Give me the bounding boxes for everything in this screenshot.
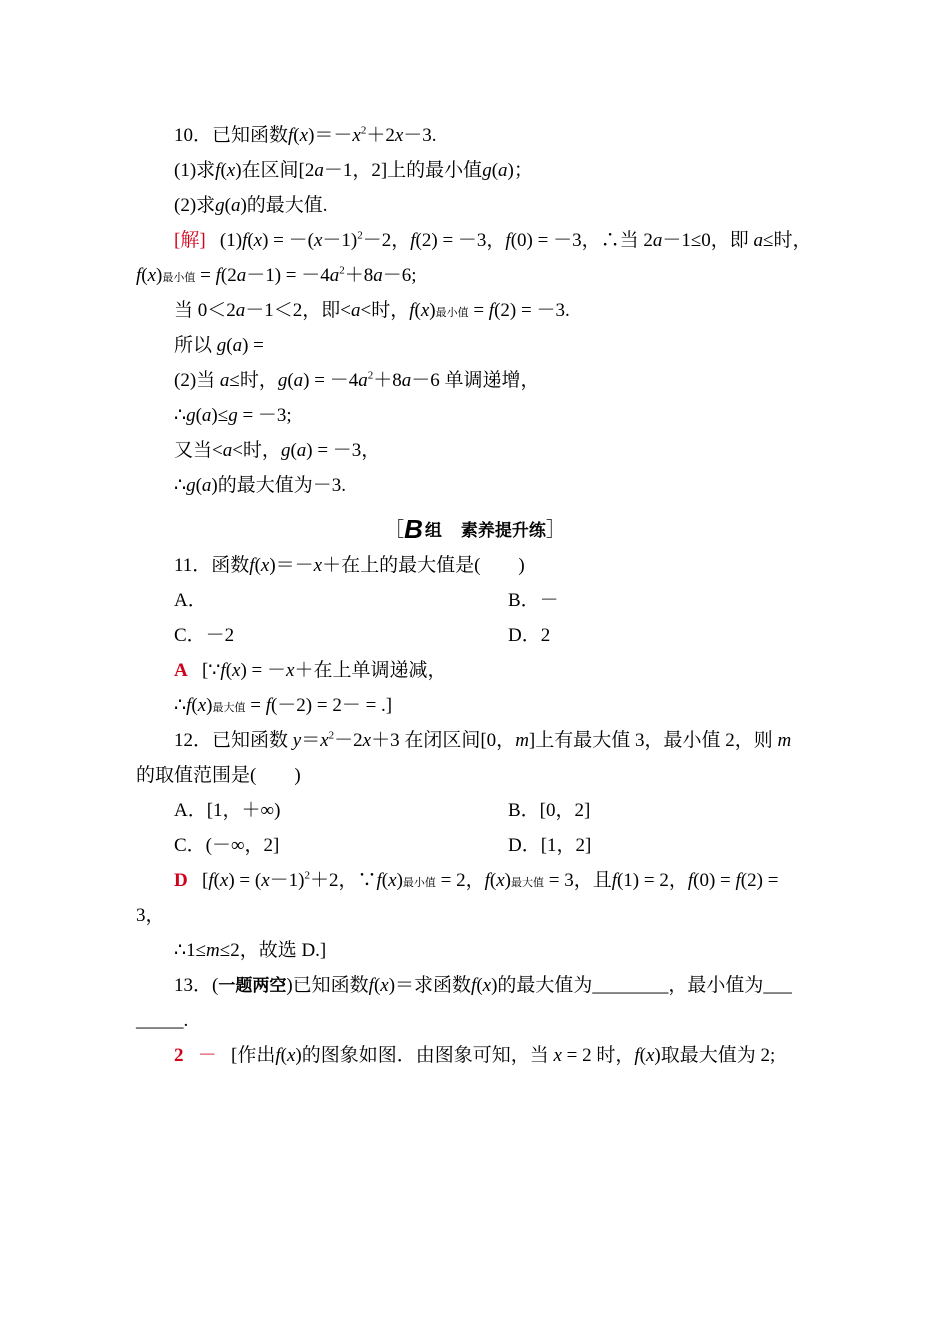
q11-stem: 11．函数f(x)＝－x＋在上的最大值是( ) [174,555,525,576]
q13-tag: 一题两空 [218,976,287,996]
q13-stem-line2: _____. [136,1010,189,1031]
q13-stem: 13．(一题两空)已知函数f(x)＝求函数f(x)的最大值为________，最小值为___ [174,975,792,996]
q10-stem: 10．已知函数$f(x)=-x^2+2x-3$. [174,124,437,146]
sol10-line4: 所以 g(a) = [174,335,264,356]
q13-solution-line1: 2 － [作出f(x)的图象如图．由图象可知，当 x = 2 时，f(x)取最大值为 2; [174,1045,776,1066]
q10-part2: (2)求g(a)的最大值. [174,195,328,216]
q12-stem-line2: 的取值范围是( ) [136,765,301,786]
sol10-line6: ∴g(a)≤g = －3; [174,405,292,426]
section-heading: ［B 组 素养提升练］ [384,514,566,544]
q13-answer2: － [197,1045,217,1066]
q12-solution-line1: D [$f(x) = (x-1)^2+2$，∵f(x)最小值 = 2，f(x)最大值 = 3，且f(1) = 2，f(0) = f(2) = [174,869,779,891]
sol10-line2: f(x)最小值 = $f(2a-1) = -4a^2+8a-6$; [136,264,417,286]
q11-option-c: C．－2 [174,625,235,646]
sol10-line7: 又当<a<时，g(a) = －3， [174,440,381,461]
sol10-line1: [解] $(1)f(x) = -(x-1)^2-2$，f(2) = －3，f(0) = －3，∴当 2a－1≤0，即 a≤时， [174,229,812,251]
q12-answer: D [174,870,188,891]
q12-stem: 12．已知函数 $y=x^2-2x+3$ 在闭区间[0，m]上有最大值 3，最小值 2，则 m [174,729,792,751]
q10-part1: (1)求f(x)在区间[2a－1，2]上的最小值g(a)； [174,160,533,181]
q13-answer1: 2 [174,1045,184,1066]
sol10-line3: 当 0＜2a－1＜2，即<a<时，f(x)最小值 = f(2) = －3. [174,300,570,321]
q11-option-a: A． [174,590,207,611]
q11-solution-line2: ∴f(x)最大值 = f(－2) = 2－ = .] [174,695,393,716]
q12-option-b: B．[0，2] [508,800,591,821]
q11-solution-line1: A [∵f(x) = －x＋在上单调递减， [174,660,447,681]
q12-option-a: A．[1，＋∞) [174,800,281,821]
group-letter: B [404,514,423,544]
q12-option-d: D．[1，2] [508,835,592,856]
q11-option-b: B．－ [508,590,559,611]
q12-solution-line2: 3， [136,905,165,926]
q11-option-d: D．2 [508,625,551,646]
solution-tag: [解] [174,230,206,251]
q11-answer: A [174,660,188,681]
q12-solution-line3: ∴1≤m≤2，故选 D.] [174,940,327,961]
sol10-line5: (2)当 a≤时，$g(a) = -4a^2+8a-6$ 单调递增， [174,369,540,391]
q12-option-c: C．(－∞，2] [174,835,280,856]
sol10-line8: ∴g(a)的最大值为－3. [174,475,346,496]
